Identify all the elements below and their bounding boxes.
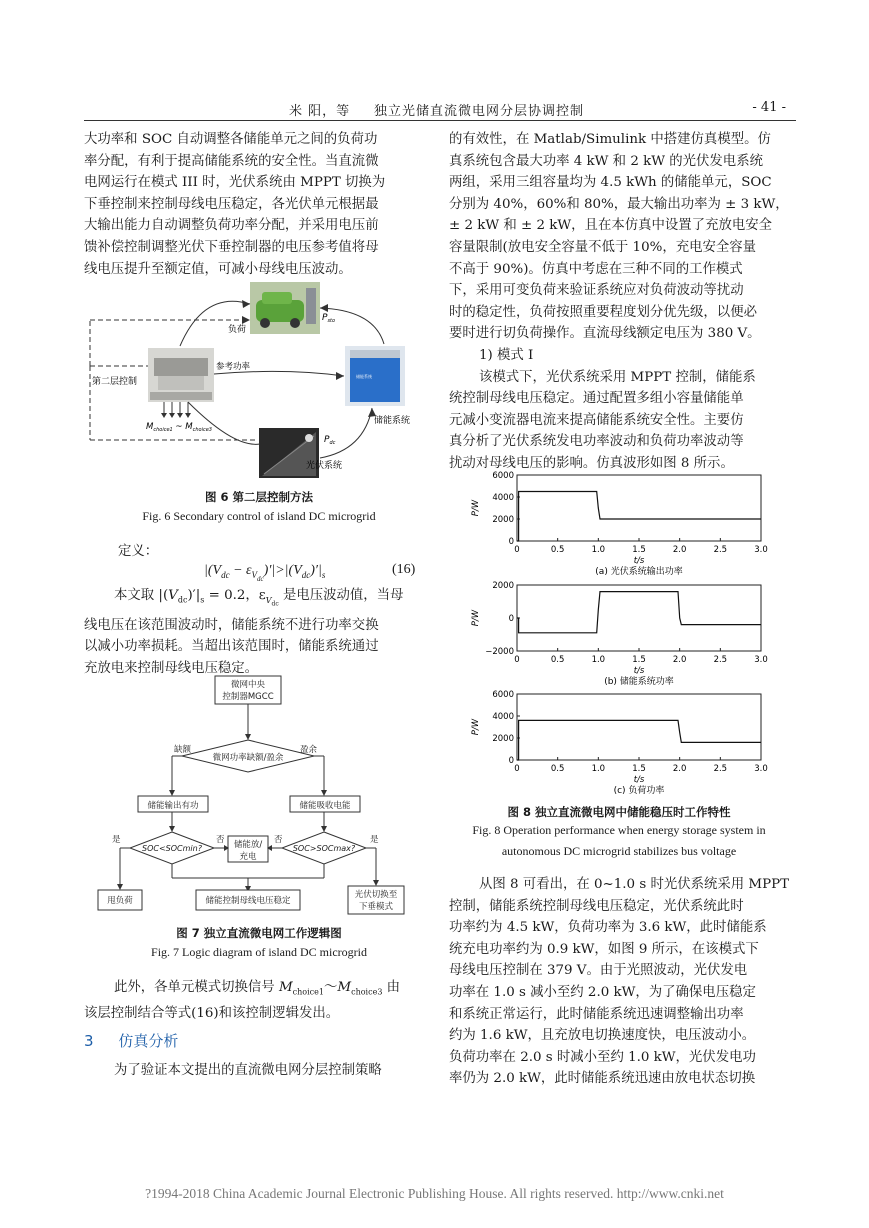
right-top-paragraph	[449, 129, 789, 475]
text-line: 线电压提升至额定值，可减小母线电压波动。	[84, 261, 352, 277]
y-tick-label: 0	[508, 537, 514, 547]
text-line: 电网运行在模式 III 时，光伏系统由 MPPT 切换为	[84, 175, 386, 191]
text-line: 馈补偿控制调整光伏下垂控制器的电压参考值将母	[84, 239, 379, 255]
chart-title: (c) 负荷功率	[613, 786, 665, 796]
x-tick-label: 1.0	[591, 545, 606, 555]
series-line	[517, 720, 761, 760]
chart-c	[460, 686, 800, 796]
fig6-diagram	[84, 280, 434, 480]
svg-text:控制器MGCC: 控制器MGCC	[222, 692, 274, 702]
y-tick-label: −2000	[485, 647, 514, 657]
plot-frame	[517, 694, 761, 760]
text-line: 以减小功率损耗。当超出该范围时，储能系统通过	[84, 639, 379, 655]
storage-label: 储能系统	[374, 416, 411, 426]
text-line: ± 2 kW 和 ± 2 kW，且在本仿真中设置了充放电安全	[449, 218, 773, 234]
y-axis-label: P/W	[471, 609, 481, 627]
right-bottom-paragraph	[449, 874, 789, 1090]
text-line: 时的稳定性，负荷按照重要程度划分优先级，以便必	[449, 304, 757, 320]
plot-frame	[517, 475, 761, 541]
x-tick-label: 3.0	[754, 764, 768, 774]
text-line: 约为 1.6 kW，且充放电切换速度快，电压波动小。	[449, 1028, 756, 1044]
text-line: 率仍为 2.0 kW，此时储能系统迅速由放电状态切换	[449, 1071, 756, 1087]
x-tick-label: 1.5	[632, 545, 646, 555]
svg-text:是: 是	[112, 835, 121, 845]
x-tick-label: 0	[514, 655, 520, 665]
text-line: 功率约为 4.5 kW，负荷功率为 3.6 kW，此时储能系	[449, 920, 767, 936]
y-tick-label: 4000	[492, 493, 514, 503]
text-line: 统控制母线电压稳定。通过配置多组小容量储能单	[449, 391, 744, 407]
x-axis-label: t/s	[633, 556, 645, 566]
text-line: 率分配，有利于提高储能系统的安全性。当直流微	[84, 153, 379, 169]
control-label: 第二层控制	[92, 377, 138, 387]
series-line	[517, 492, 761, 542]
text-line: 充放电来控制母线电压稳定。	[84, 661, 259, 677]
x-tick-label: 3.0	[754, 655, 768, 665]
load-image	[250, 282, 320, 334]
section-number: 3	[84, 1032, 94, 1050]
x-tick-label: 2.0	[672, 764, 687, 774]
fig8-caption-en-2: autonomous DC microgrid stabilizes bus voltage	[501, 844, 737, 858]
y-axis-label: P/W	[471, 718, 481, 736]
text-line: 扰动对母线电压的影响。仿真波形如图 8 所示。	[449, 455, 734, 471]
svg-text:SOC>SOCmax?: SOC>SOCmax?	[292, 844, 356, 853]
ref-power-label: 参考功率	[216, 362, 251, 372]
fig7-caption-cn: 图 7 独立直流微电网工作逻辑图	[176, 926, 342, 940]
chart-title: (a) 光伏系统输出功率	[595, 567, 683, 577]
p-dc-label: $P_{dc}$	[324, 435, 336, 446]
svg-text:甩负荷: 甩负荷	[107, 896, 133, 906]
page-header	[84, 98, 796, 121]
text-line: 该层控制结合等式(16)和该控制逻辑发出。	[84, 1006, 340, 1022]
y-tick-label: 2000	[492, 734, 514, 744]
svg-text:是: 是	[370, 835, 379, 845]
text-line: 负荷功率在 2.0 s 时减小至约 1.0 kW，光伏发电功	[449, 1049, 756, 1065]
x-tick-label: 0.5	[550, 545, 565, 555]
x-tick-label: 2.5	[713, 764, 728, 774]
definition-label: 定义：	[118, 544, 159, 559]
text-line: 真分析了光伏系统发电功率波动和负荷功率波动等	[449, 434, 744, 450]
text-line: 统充电功率约为 0.9 kW，如图 9 所示，在该模式下	[449, 941, 759, 957]
x-tick-label: 0	[514, 545, 520, 555]
y-tick-label: 0	[508, 614, 514, 624]
y-tick-label: 2000	[492, 515, 514, 525]
text-line: 两组，采用三组容量均为 4.5 kWh 的储能单元，SOC	[449, 175, 772, 191]
control-room-image	[148, 348, 214, 402]
fig8-caption-en-1: Fig. 8 Operation performance when energy storage system in	[472, 823, 766, 837]
text-line: 该模式下，光伏系统采用 MPPT 控制，储能系	[479, 369, 756, 385]
page-number: - 41 -	[752, 100, 786, 115]
y-tick-label: 0	[508, 756, 514, 766]
text-line: 真系统包含最大功率 4 kW 和 2 kW 的光伏发电系统	[449, 153, 763, 169]
x-tick-label: 1.5	[632, 655, 646, 665]
storage-building-image	[345, 346, 405, 406]
left-top-paragraph	[84, 129, 434, 280]
section-heading	[84, 1030, 178, 1051]
x-tick-label: 2.5	[713, 655, 728, 665]
text-line: 要时进行切负荷操作。直流母线额定电压为 380 V。	[449, 326, 761, 342]
x-tick-label: 2.0	[672, 545, 687, 555]
equation-16: $|(V_{dc} - \varepsilon_{V_{dc}})'|>|(V_{dc})'|_s$	[204, 563, 326, 583]
text-line: 和系统正常运行，此时储能系统迅速调整输出功率	[449, 1006, 744, 1022]
text-line: 的有效性，在 Matlab/Simulink 中搭建仿真模型。仿	[449, 132, 771, 147]
x-tick-label: 0	[514, 764, 520, 774]
left-mid-paragraph	[84, 585, 434, 680]
chart-a	[460, 467, 800, 577]
text-line: 控制，储能系统控制母线电压稳定，光伏系统此时	[449, 898, 744, 914]
mode-heading: 1) 模式 I	[479, 347, 534, 363]
text-line: 大功率和 SOC 自动调整各储能单元之间的负荷功	[84, 132, 378, 147]
chart-title: (b) 储能系统功率	[604, 677, 674, 685]
section-title: 仿真分析	[118, 1032, 179, 1050]
fig8-charts	[460, 467, 800, 797]
text-line: 大输出能力自动调整负荷功率分配，并采用电压前	[84, 218, 379, 234]
svg-text:否: 否	[274, 835, 283, 845]
svg-text:储能吸收电能: 储能吸收电能	[299, 801, 351, 811]
svg-text:微网功率缺额/盈余: 微网功率缺额/盈余	[212, 753, 284, 763]
x-tick-label: 0.5	[550, 655, 565, 665]
x-axis-label: t/s	[633, 666, 645, 676]
text-line: 分别为 40%，60%和 80%，最大输出功率为 ± 3 kW，	[449, 196, 789, 212]
load-label: 负荷	[228, 325, 247, 335]
header-authors: 米 阳，等	[289, 104, 351, 119]
fig7-caption-en: Fig. 7 Logic diagram of island DC microgrid	[151, 945, 367, 959]
svg-text:储能控制母线电压稳定: 储能控制母线电压稳定	[205, 896, 291, 906]
y-axis-label: P/W	[471, 499, 481, 517]
series-line	[517, 592, 761, 633]
chart-b	[460, 577, 800, 685]
text-line: 不高于 90%)。仿真中考虑在三种不同的工作模式	[449, 261, 743, 277]
copyright-footer: ?1994-2018 China Academic Journal Electronic Publishing House. All rights reserved. http://www.cnki.net	[145, 1186, 724, 1201]
text-line: 母线电压控制在 379 V。由于光照波动，光伏发电	[449, 963, 748, 979]
equation-number: (16)	[392, 562, 416, 577]
svg-text:SOC<SOCmin?: SOC<SOCmin?	[142, 844, 202, 853]
header-title: 独立光储直流微电网分层协调控制	[374, 104, 585, 119]
svg-text:储能放/: 储能放/	[233, 840, 263, 850]
fig8-caption-cn: 图 8 独立直流微电网中储能稳压时工作特性	[507, 805, 731, 819]
x-tick-label: 3.0	[754, 545, 768, 555]
text-line: 容量限制(放电安全容量不低于 10%，充电安全容量	[449, 239, 757, 255]
x-tick-label: 2.5	[713, 545, 728, 555]
svg-text:充电: 充电	[239, 852, 257, 862]
text-line: 下，采用可变负荷来验证系统应对负荷波动等扰动	[449, 283, 744, 299]
svg-text:储能系统: 储能系统	[356, 374, 372, 379]
left-bottom-paragraph	[84, 977, 434, 1025]
text-line: 下垂控制来控制母线电压稳定，各光伏单元根据最	[84, 196, 379, 212]
fig6-caption-cn: 图 6 第二层控制方法	[204, 490, 313, 504]
plot-frame	[517, 585, 761, 651]
y-tick-label: 4000	[492, 712, 514, 722]
y-tick-label: 6000	[492, 471, 514, 481]
x-tick-label: 1.0	[591, 764, 606, 774]
svg-text:储能输出有功: 储能输出有功	[147, 801, 199, 811]
y-tick-label: 6000	[492, 690, 514, 700]
x-tick-label: 2.0	[672, 655, 687, 665]
x-axis-label: t/s	[633, 775, 645, 785]
x-tick-label: 1.0	[591, 655, 606, 665]
text-line: 从图 8 可看出，在 0~1.0 s 时光伏系统采用 MPPT	[479, 877, 790, 892]
text-line: 线电压在该范围波动时，储能系统不进行功率交换	[84, 617, 379, 633]
y-tick-label: 2000	[492, 581, 514, 591]
text-line: 元减小变流器电流来提高储能系统安全性。主要仿	[449, 412, 744, 428]
svg-text:微网中央: 微网中央	[230, 680, 266, 690]
text-line: 功率在 1.0 s 减小至约 2.0 kW，为了确保电压稳定	[449, 984, 756, 1000]
text-line: 此外，各单元模式切换信号 $M_{choice1}\sim M_{choice3}$ 由	[114, 980, 401, 997]
svg-text:否: 否	[216, 835, 225, 845]
svg-text:缺额: 缺额	[174, 745, 192, 755]
fig7-diagram	[88, 672, 418, 920]
left-last-line: 为了验证本文提出的直流微电网分层控制策略	[114, 1063, 382, 1078]
p-sto-label: $P_{sto}$	[322, 313, 336, 324]
fig6-caption-en: Fig. 6 Secondary control of island DC microgrid	[142, 509, 376, 523]
x-tick-label: 0.5	[550, 764, 565, 774]
x-tick-label: 1.5	[632, 764, 646, 774]
svg-text:盈余: 盈余	[300, 745, 318, 755]
text-line: 本文取 $|(V_{dc})'|_s = 0.2$，$\varepsilon_{V_{dc}}$ 是电压波动值，当母	[114, 588, 404, 608]
m-choice-label: $M_{choice1}$ ~ $M_{choice3}$	[146, 422, 212, 433]
pv-label: 光伏系统	[306, 461, 343, 471]
svg-text:下垂模式: 下垂模式	[358, 902, 394, 912]
svg-text:光伏切换至: 光伏切换至	[354, 890, 398, 900]
